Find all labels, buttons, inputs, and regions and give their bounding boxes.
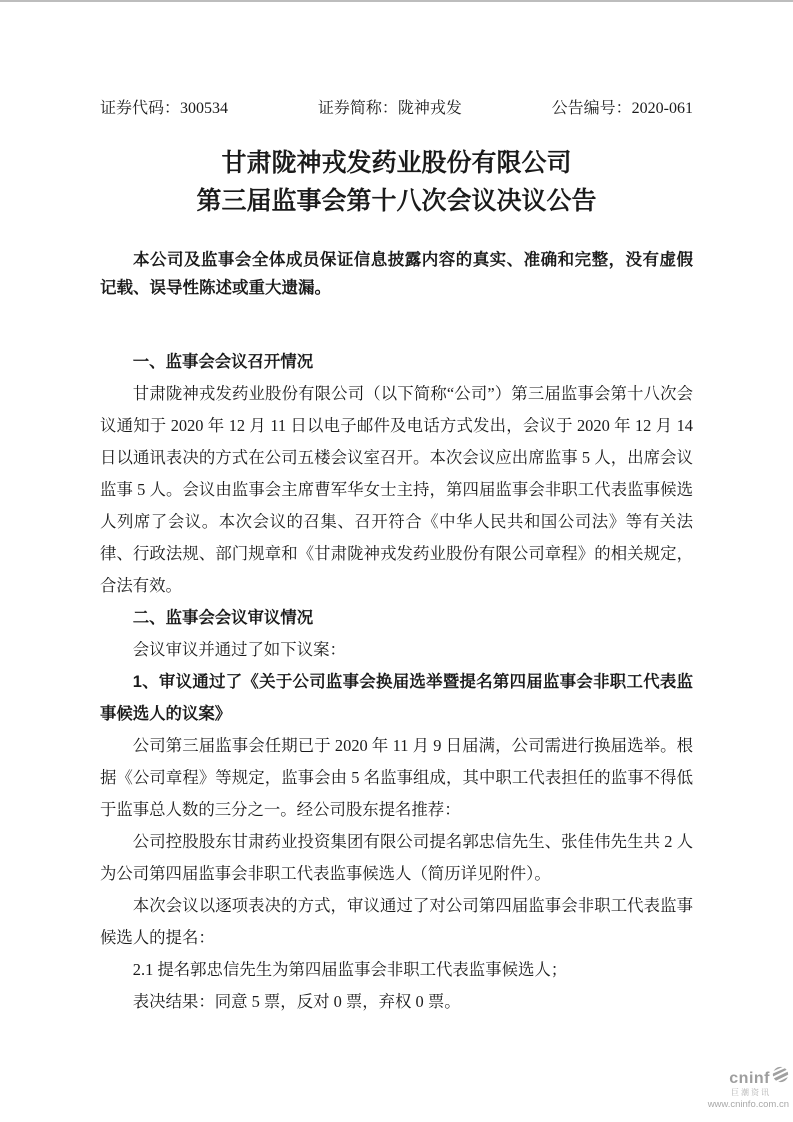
cninfo-watermark bbox=[708, 1066, 789, 1110]
proposal-1-paragraph-term-expiry: 公司第三届监事会任期已于 2020 年 11 月 9 日届满，公司需进行换届选举。根据《公司章程》等规定，监事会由 5 名监事组成，其中职工代表担任的监事不得低于监事总人数的三分之一。经公司股东提名推荐： bbox=[100, 736, 693, 819]
section-1-paragraph: 甘肃陇神戎发药业股份有限公司（以下简称“公司”）第三届监事会第十八次会议通知于 2020 年 12 月 11 日以电子邮件及电话方式发出，会议于 2020 年 12 月 14 日以通讯表决的方式在公司五楼会议室召开。本次会议应出席监事 5 人，出席会议监事 5 人。会议由监事会主席曹军华女士主持，第四届监事会非职工代表监事候选人列席了会议。本次会议的召集、召开符合《中华人民共和国公司法》等有关法律、行政法规、部门规章和《甘肃陇神戎发药业股份有限公司章程》的相关规定，合法有效。 bbox=[100, 384, 693, 595]
section-1-heading: 一、监事会会议召开情况 bbox=[132, 353, 314, 371]
proposal-1-paragraph-voting-method: 本次会议以逐项表决的方式，审议通过了对公司第四届监事会非职工代表监事候选人的提名： bbox=[100, 896, 693, 947]
stock-code-label: 证券代码：300534 bbox=[100, 100, 229, 117]
announcement-number-label: 公告编号：2020-061 bbox=[551, 100, 693, 117]
truthfulness-declaration: 本公司及监事会全体成员保证信息披露内容的真实、准确和完整，没有虚假记载、误导性陈述或重大遗漏。 bbox=[100, 251, 693, 297]
section-2-intro-paragraph: 会议审议并通过了如下议案： bbox=[132, 640, 346, 659]
announcement-title: 第三届监事会第十八次会议决议公告 bbox=[196, 187, 597, 215]
item-2-1-vote-result: 表决结果：同意 5 票，反对 0 票，弃权 0 票。 bbox=[132, 992, 461, 1011]
company-name-title: 甘肃陇神戎发药业股份有限公司 bbox=[221, 149, 572, 177]
cninfo-chinese-name: 巨潮资讯 bbox=[731, 1087, 771, 1097]
document-header bbox=[100, 98, 693, 120]
globe-swirl-icon bbox=[772, 1066, 789, 1088]
cninfo-brand-text: cninf bbox=[729, 1070, 770, 1088]
scan-top-edge bbox=[0, 0, 793, 2]
cninfo-url: www.cninfo.com.cn bbox=[707, 1098, 789, 1110]
proposal-1-heading: 1、审议通过了《关于公司监事会换届选举暨提名第四届监事会非职工代表监事候选人的议案》 bbox=[100, 673, 693, 723]
item-2-1-nomination: 2.1 提名郭忠信先生为第四届监事会非职工代表监事候选人； bbox=[132, 960, 568, 979]
stock-name-label: 证券简称：陇神戎发 bbox=[317, 100, 462, 117]
proposal-1-paragraph-nomination: 公司控股股东甘肃药业投资集团有限公司提名郭忠信先生、张佳伟先生共 2 人为公司第四届监事会非职工代表监事候选人（简历详见附件）。 bbox=[100, 832, 693, 883]
section-2-heading: 二、监事会会议审议情况 bbox=[132, 609, 314, 627]
